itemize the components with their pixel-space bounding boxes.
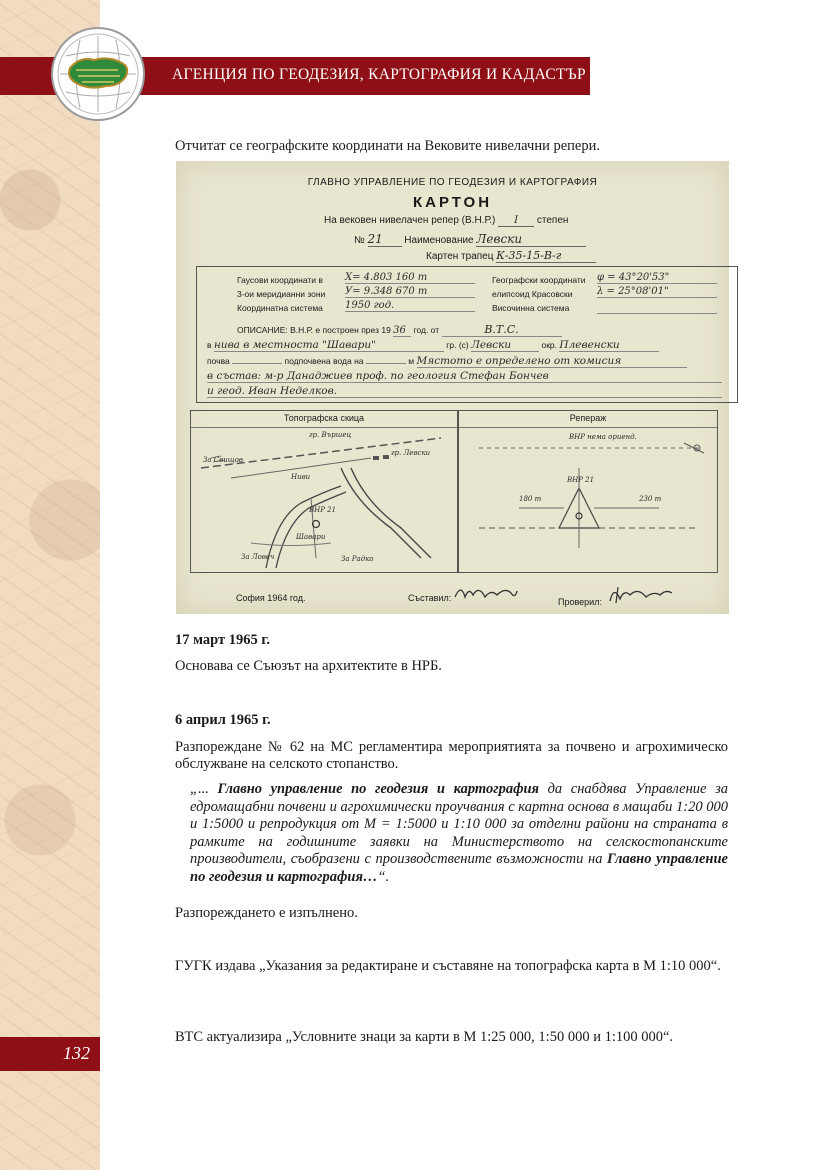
benchmark-card-scan xyxy=(176,161,729,614)
decorative-side-strip xyxy=(0,0,100,1170)
card-main-box: Гаусови координати в X= 4.803 160 m 3-ои меридианни зони У= 9.348 670 m Координатна система 1950 год. Географски координати φ = 43°20'53" елипсоид Красовски λ = 25°08'01" Височинна система ОПИСАНИЕ: В.Н.Р. е построен през 19 36 год. от В.Т.С. в нива в местноста "Шавари" гр. (с) Левски окр. Плевенски почва подпочвена вода на м Мястото е определено от комисия в състав: м-р Данаджиев проф. по геология Стефан Бончев и геод. Иван Неделков. xyxy=(196,266,738,403)
benchmark-reference-box: Репераж ВНР нема ориенд. 180 m 230 m ВНР 21 xyxy=(458,410,718,573)
card-title: КАРТОН xyxy=(412,194,493,211)
topographic-sketch-box: Топографска скица гр. Вършец ВНР 21 Шавари гр. Левски Ниви За Ловеч За Радко За Свищов xyxy=(190,410,458,573)
entry4-text: ВТС актуализира „Условните знаци за карти в М 1:25 000, 1:50 000 и 1:100 000“. xyxy=(175,1029,674,1045)
card-compiled-label: Съставил: xyxy=(408,593,452,603)
entry2-date: 6 април 1965 г. xyxy=(175,712,271,728)
card-description-line4: в състав: м-р Данаджиев проф. по геология Стефан Бончев xyxy=(207,370,722,383)
card-description-line3: почва подпочвена вода на м Мястото е определено от комисия xyxy=(207,355,687,368)
entry2-quote: „... Главно управление по геодезия и картография да снабдява Управление за едромащабни почвени и агрохимически проучвания с картна основа в мащаби 1:20 000 и 1:5000 и репродукция от М = 1:5000 и 1:10 000 за отделни райони на страната в рамките на годишните заявки на Министерството на селскостопанските производители, съобразени с производствените възможности на Главно управление по геодезия и картография…“. xyxy=(190,781,728,885)
checked-signature-icon xyxy=(606,581,676,607)
intro-text: Отчитат се географските координати на Вековите нивелачни репери. xyxy=(175,138,600,154)
entry1-text: Основава се Съюзът на архитектите в НРБ. xyxy=(175,658,442,674)
page-header-title: АГЕНЦИЯ ПО ГЕОДЕЗИЯ, КАРТОГРАФИЯ И КАДАСТЪР xyxy=(172,66,586,83)
entry2-text: Разпореждане № 62 на МС регламентира мероприятията за почвено и агрохимическо обслужване на селското стопанство. xyxy=(175,739,728,772)
card-subtitle: На вековен нивелачен репер (В.Н.Р.) I степен xyxy=(324,215,569,226)
card-description-line1: ОПИСАНИЕ: В.Н.Р. е построен през 19 36 год. от В.Т.С. xyxy=(237,323,562,337)
card-footer-city: София 1964 год. xyxy=(236,593,306,603)
card-agency: ГЛАВНО УПРАВЛЕНИЕ ПО ГЕОДЕЗИЯ И КАРТОГРАФИЯ xyxy=(307,177,598,188)
card-description-line2: в нива в местноста "Шавари" гр. (с) Левски окр. Плевенски xyxy=(207,339,659,352)
compiled-signature-icon xyxy=(451,581,521,605)
benchmark-reference-drawing xyxy=(459,428,717,571)
card-checked-label: Проверил: xyxy=(558,597,602,607)
card-trapeze-line: Картен трапец К-35-15-В-г xyxy=(426,249,596,263)
entry3-text: ГУГК издава „Указания за редактиране и съставяне на топографска карта в М 1:10 000“. xyxy=(175,958,721,974)
entry1-date: 17 март 1965 г. xyxy=(175,632,270,648)
page-number: 132 xyxy=(63,1043,90,1063)
card-description-line5: и геод. Иван Неделков. xyxy=(207,385,722,398)
agency-logo-icon xyxy=(50,26,146,122)
entry2-result: Разпореждането е изпълнено. xyxy=(175,905,358,921)
card-number-line: № 21 Наименование Левски xyxy=(354,232,586,247)
